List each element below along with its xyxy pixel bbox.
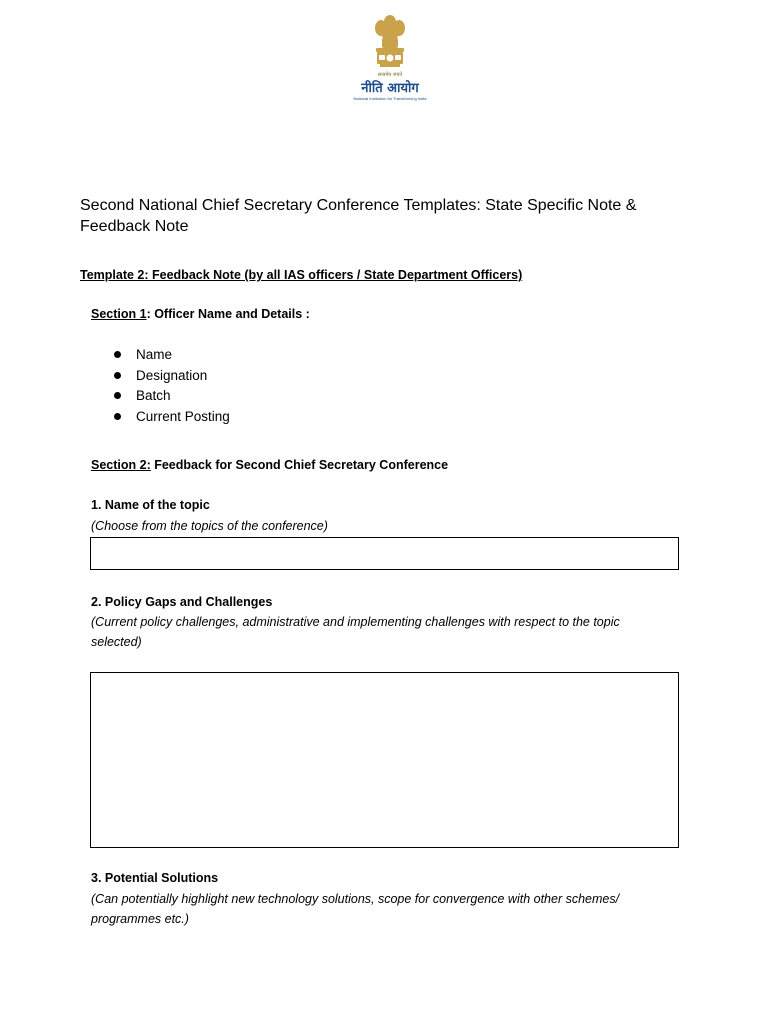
bullet-icon xyxy=(114,372,121,379)
bullet-icon xyxy=(114,413,121,420)
section-2-label: Section 2: xyxy=(91,458,151,472)
list-item-text: Designation xyxy=(136,367,208,383)
officer-details-list xyxy=(110,346,230,428)
section-1-label: Section 1 xyxy=(91,307,147,321)
question-1-title: 1. Name of the topic xyxy=(91,498,210,512)
question-2-hint: (Current policy challenges, administrative and implementing challenges with respect to the topic selected) xyxy=(91,615,620,649)
list-item xyxy=(110,408,230,429)
question-3-title: 3. Potential Solutions xyxy=(91,871,219,885)
policy-gaps-field[interactable] xyxy=(90,672,679,848)
list-item-text: Batch xyxy=(136,388,171,404)
section-1-text: : Officer Name and Details : xyxy=(146,307,310,321)
document-title: Second National Chief Secretary Conference Templates: State Specific Note & Feedback Note xyxy=(80,197,637,235)
logo-subtitle: National Institution for Transforming India xyxy=(353,96,427,101)
question-1-hint: (Choose from the topics of the conference) xyxy=(91,519,328,533)
list-item xyxy=(110,346,230,367)
list-item-text: Current Posting xyxy=(136,408,230,424)
list-item xyxy=(110,387,230,408)
question-2-title: 2. Policy Gaps and Challenges xyxy=(91,595,273,609)
topic-name-field[interactable] xyxy=(90,537,679,570)
bullet-icon xyxy=(114,351,121,358)
list-item-text: Name xyxy=(136,347,173,362)
motto-text: सत्यमेव जयते xyxy=(377,72,403,78)
question-3-hint: (Can potentially highlight new technology solutions, scope for convergence with other schemes/ programmes etc.) xyxy=(91,892,620,926)
logo-hindi-text: नीति आयोग xyxy=(361,81,419,96)
template-heading: Template 2: Feedback Note (by all IAS officers / State Department Officers) xyxy=(80,268,523,282)
niti-aayog-logo xyxy=(340,14,440,114)
national-emblem-icon xyxy=(370,14,410,80)
list-item xyxy=(110,367,230,388)
section-2-text: Feedback for Second Chief Secretary Conference xyxy=(150,458,449,472)
section-1-heading xyxy=(91,307,310,321)
bullet-icon xyxy=(114,392,121,399)
section-2-heading xyxy=(91,458,448,472)
